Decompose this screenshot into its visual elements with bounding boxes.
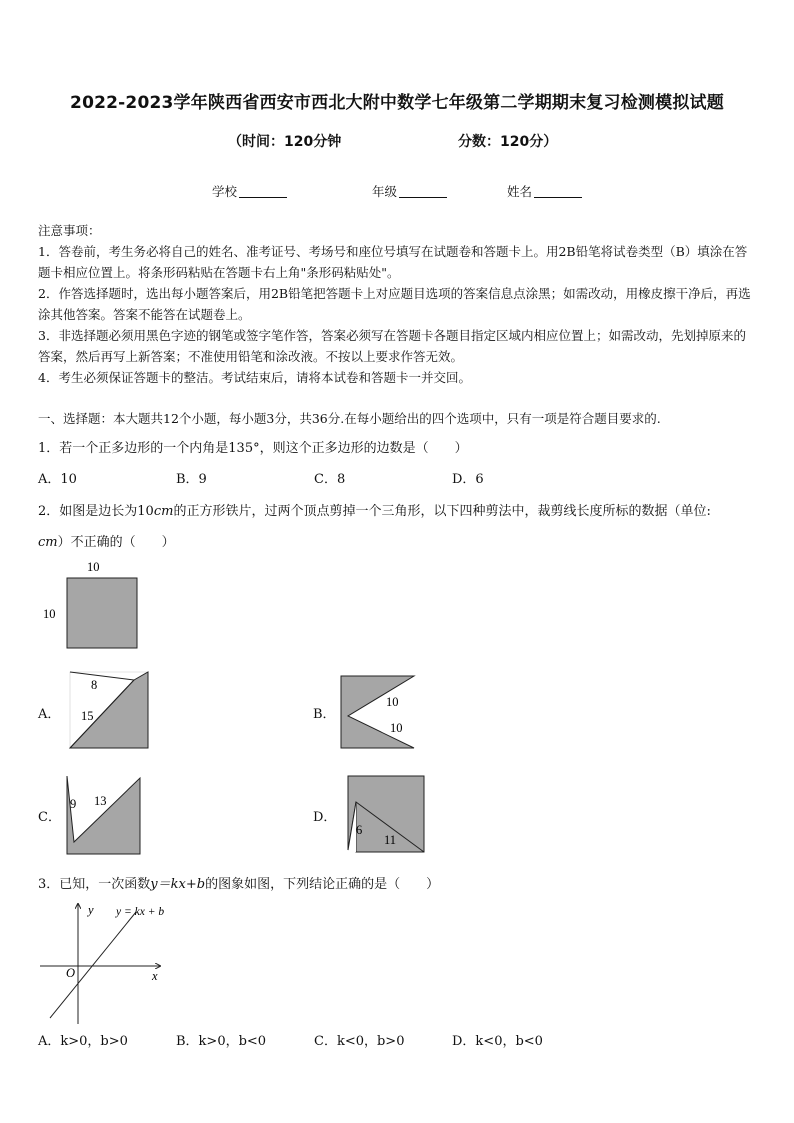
q2-stem-line2 [38, 531, 175, 550]
q3-stem-part: 3．已知，一次函数 [38, 877, 151, 892]
school-field [212, 182, 287, 200]
cut-length: 13 [94, 794, 107, 808]
notice-item: 4．考生必须保证答题卡的整洁。考试结束后，请将本试卷和答题卡一并交回。 [38, 370, 471, 385]
q3-function: y＝kx+b [150, 877, 206, 892]
q3-stem-part: 的图象如图，下列结论正确的是（ ） [205, 877, 440, 892]
notice-heading: 注意事项： [38, 223, 101, 238]
q2-square-figure [40, 556, 150, 656]
q1-option-c: C．8 [314, 472, 346, 487]
q2-option-d-label: D． [313, 810, 337, 825]
q2-unit: cm [38, 535, 58, 550]
x-axis-label: x [152, 969, 158, 983]
remaining-shape [67, 776, 140, 854]
q2-unit: cm [153, 504, 174, 519]
notice-item: 2．作答选择题时，选出每小题答案后，用2B铅笔把答题卡上对应题目选项的答案信息点涂黑；如需改动，用橡皮擦干净后，再选涂其他答案。答案不能答在试题卷上。 [38, 286, 751, 322]
q1-option-d: D．6 [452, 472, 484, 487]
y-axis-label: y [88, 903, 94, 917]
square-top-label: 10 [87, 560, 100, 574]
notice-item: 3．非选择题必须用黑色字迹的钢笔或签字笔作答，答案必须写在答题卡各题目指定区域内相应位置上；如需改动，先划掉原来的答案，然后再写上新答案；不准使用铅笔和涂改液。不按以上要求作答无效。 [38, 328, 746, 364]
school-label: 学校 [212, 184, 238, 199]
q2-option-a-label: A． [38, 707, 61, 722]
square-left-label: 10 [43, 607, 56, 621]
q1-stem: 1．若一个正多边形的一个内角是135°，则这个正多边形的边数是（ ） [38, 441, 468, 456]
q3-option-b: B．k>0，b<0 [176, 1034, 267, 1049]
exam-score: 分数：120分） [458, 134, 558, 150]
q3-stem [38, 873, 439, 892]
notice-section [38, 220, 758, 388]
q2-stem-part: ）不正确的（ ） [57, 535, 175, 550]
grade-field [372, 182, 447, 200]
q2-option-d-figure [340, 768, 428, 856]
exam-time: （时间：120分钟 [228, 134, 342, 150]
q2-option-a-figure [64, 664, 156, 754]
grade-blank [399, 197, 447, 198]
origin-label: O [66, 966, 76, 980]
name-blank [534, 197, 582, 198]
cut-length: 10 [386, 695, 399, 709]
cut-length: 15 [81, 709, 94, 723]
grade-label: 年级 [372, 184, 398, 199]
q3-option-c: C．k<0，b>0 [314, 1034, 405, 1049]
q2-stem-part: 的正方形铁片，过两个顶点剪掉一个三角形，以下四种剪法中，裁剪线长度所标的数据（单位: [173, 504, 711, 519]
cut-length: 11 [384, 833, 397, 847]
school-blank [239, 197, 287, 198]
name-field [507, 182, 582, 200]
cut-length: 8 [91, 678, 98, 692]
q2-option-c-label: C． [38, 810, 61, 825]
q2-stem-part: 2．如图是边长为10 [38, 504, 154, 519]
exam-title: 2022-2023学年陕西省西安市西北大附中数学七年级第二学期期末复习检测模拟试题 [70, 93, 724, 113]
name-label: 姓名 [507, 184, 533, 199]
function-line [50, 912, 136, 1018]
q2-option-b-label: B． [313, 707, 336, 722]
section-heading: 一、选择题：本大题共12个小题，每小题3分，共36分.在每小题给出的四个选项中，只有一项是符合题目要求的. [38, 411, 661, 426]
q2-option-c-figure [60, 772, 146, 860]
cut-length: 6 [356, 823, 363, 837]
q2-stem [38, 500, 758, 519]
q3-graph [36, 898, 176, 1026]
q3-option-d: D．k<0，b<0 [452, 1034, 543, 1049]
remaining-shape [341, 676, 414, 748]
square-shape [67, 578, 137, 648]
q1-option-a: A．10 [38, 472, 77, 487]
function-label: y = kx + b [116, 906, 165, 918]
notice-item: 1．答卷前，考生务必将自己的姓名、准考证号、考场号和座位号填写在试题卷和答题卡上。用2B铅笔将试卷类型（B）填涂在答题卡相应位置上。将条形码粘贴在答题卡右上角"条形码粘贴处"。 [38, 244, 748, 280]
cut-length: 10 [390, 721, 403, 735]
q1-option-b: B．9 [176, 472, 207, 487]
q2-option-b-figure [336, 668, 420, 754]
cut-length: 9 [70, 797, 77, 811]
q3-option-a: A．k>0，b>0 [38, 1034, 128, 1049]
